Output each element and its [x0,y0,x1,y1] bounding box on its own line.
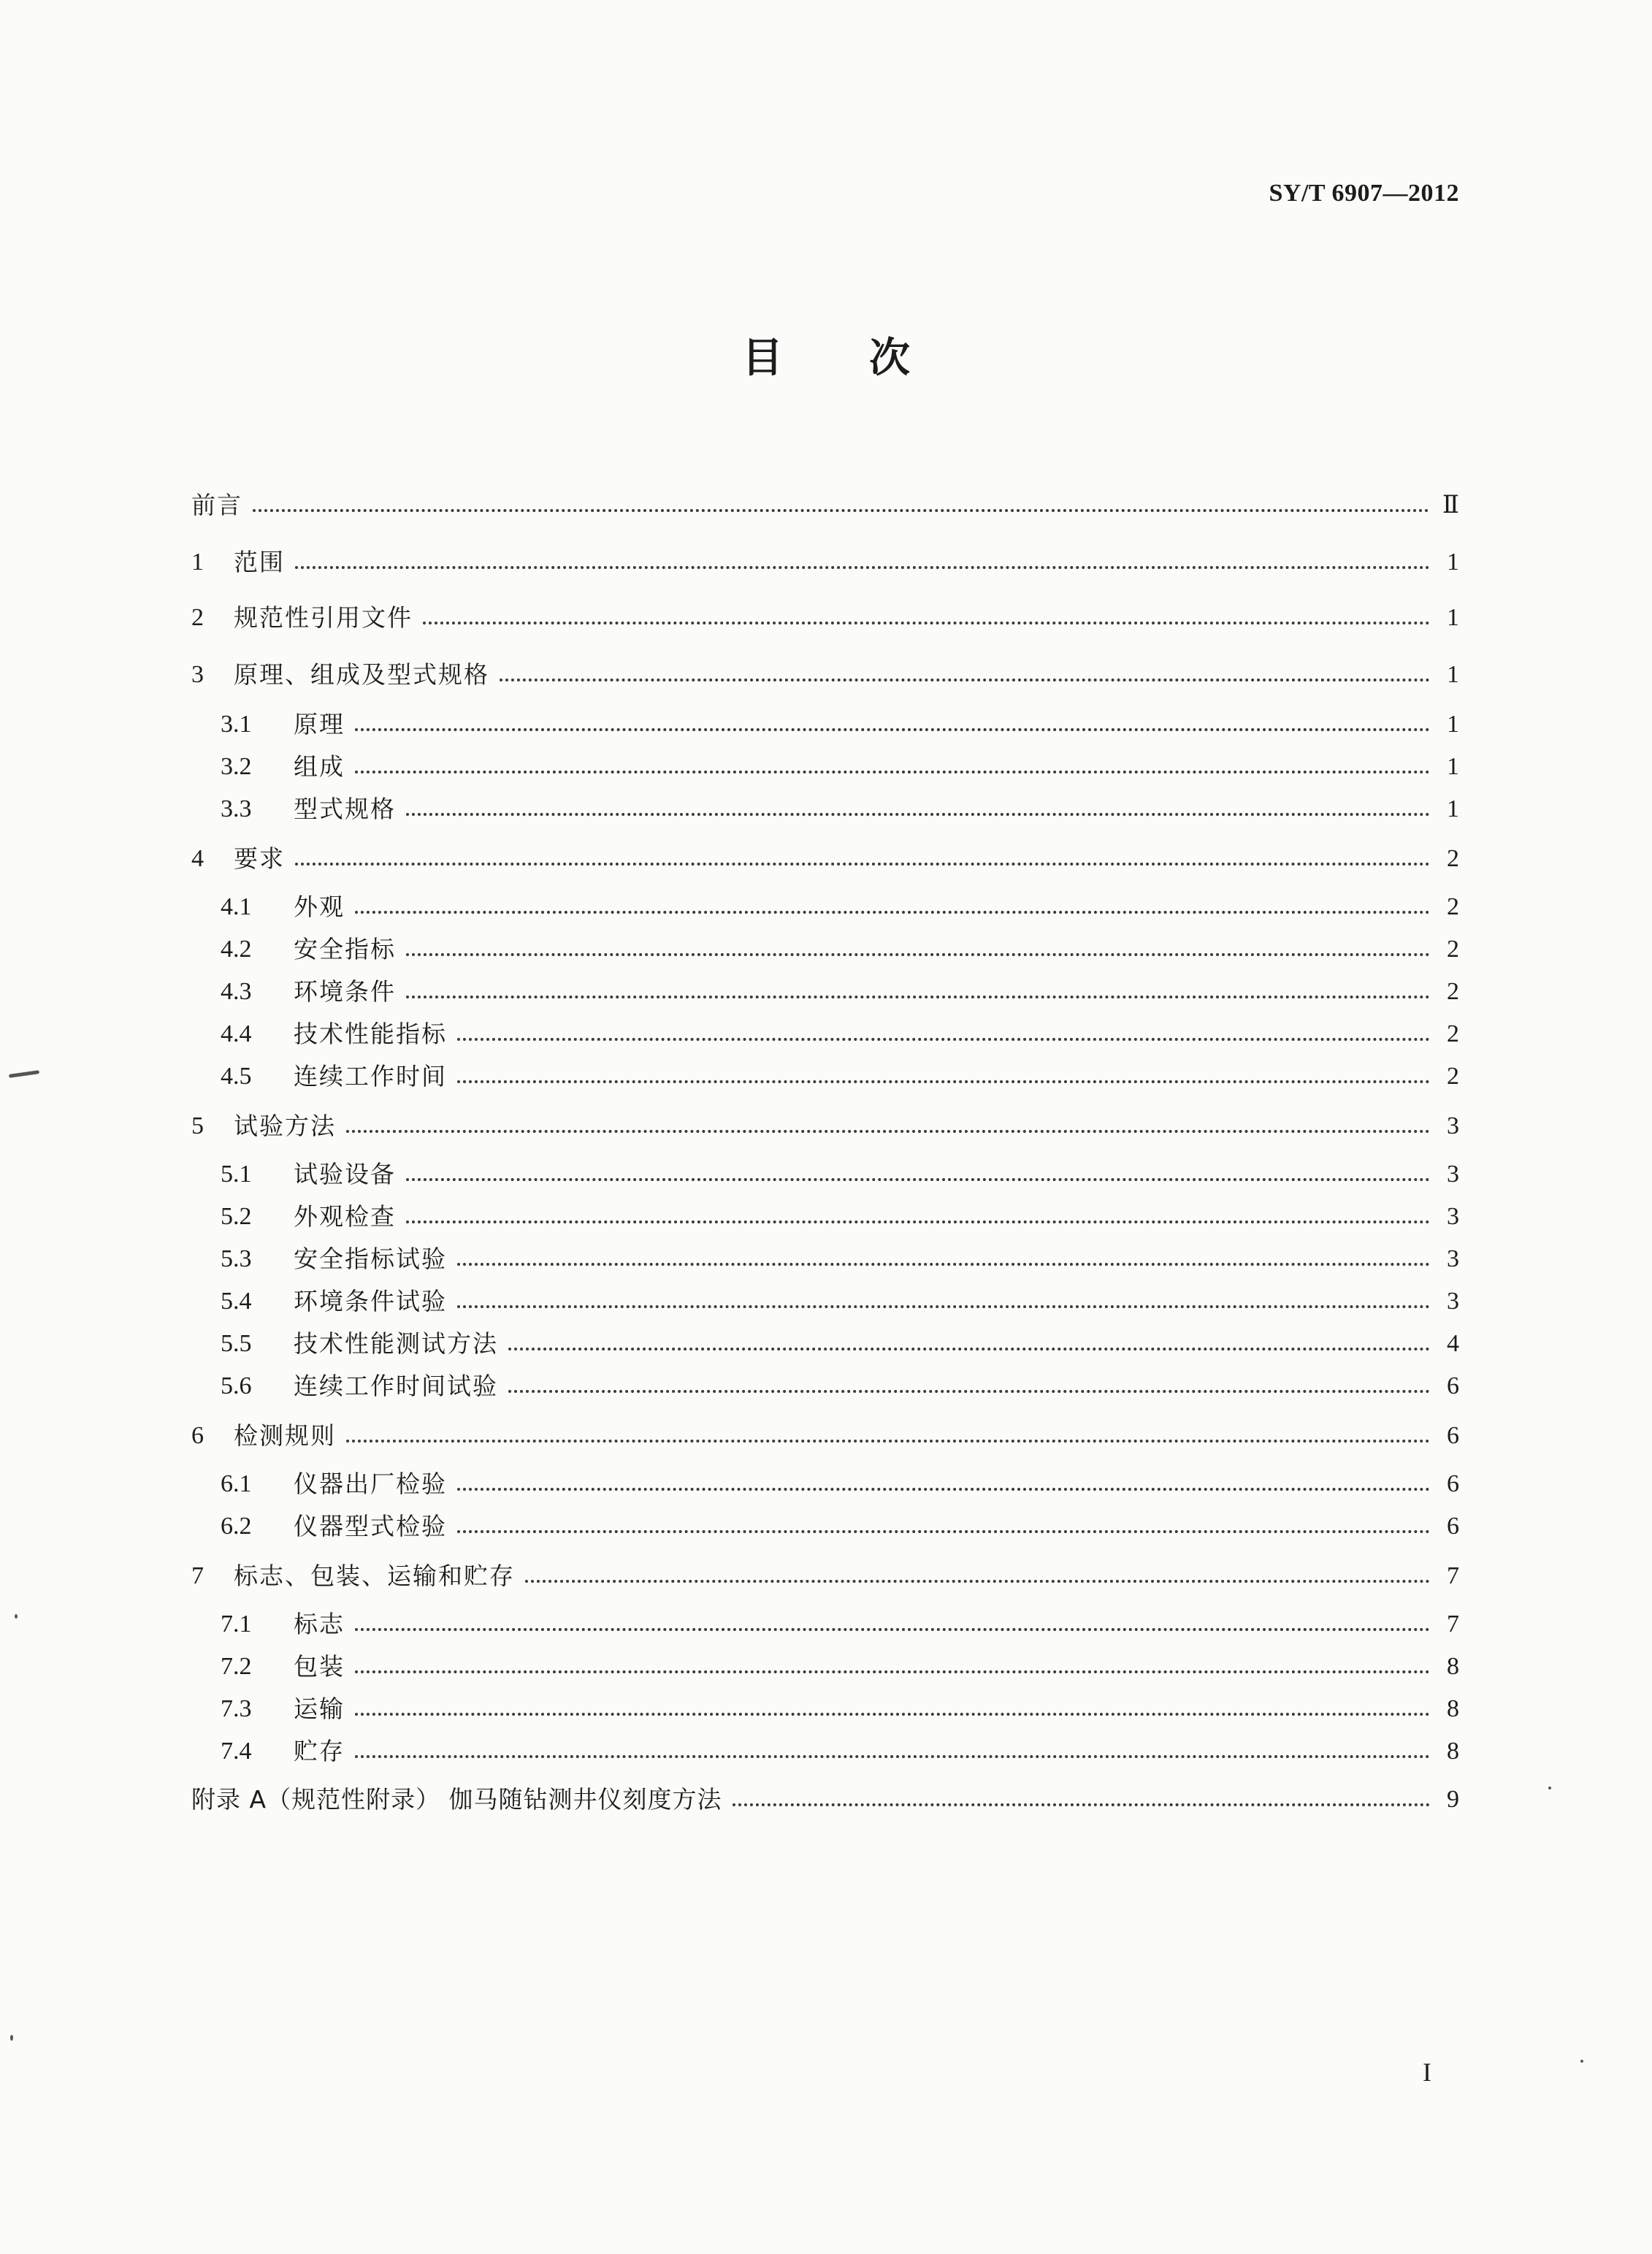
toc-entry-title: 组成 [294,752,345,781]
toc-entry[interactable] [221,792,1459,827]
toc-entry-page: 8 [1447,1695,1459,1722]
toc-entry[interactable] [221,1509,1459,1544]
toc-entry-number: 4.3 [221,978,252,1005]
toc-entry[interactable] [221,1692,1459,1727]
toc-entry[interactable] [221,974,1459,1009]
toc-entry-number: 7.3 [221,1695,252,1722]
toc-entry-title: 技术性能测试方法 [294,1329,498,1358]
toc-entry[interactable] [191,1559,1459,1594]
toc-dot-leader [733,1803,1430,1806]
toc-entry-title: 连续工作时间 [294,1062,447,1090]
toc-entry-page: 2 [1447,1020,1459,1047]
toc-entry-page: 2 [1447,893,1459,920]
toc-entry-title: 连续工作时间试验 [294,1372,498,1400]
toc-entry[interactable] [221,707,1459,742]
toc-entry-page: 6 [1447,1513,1459,1540]
toc-dot-leader [508,1390,1430,1393]
toc-dot-leader [355,771,1430,773]
toc-entry[interactable] [191,1782,1459,1817]
toc-entry-title: 安全指标试验 [294,1245,447,1273]
toc-dot-leader [525,1580,1430,1583]
scan-speck [1548,1787,1551,1789]
standard-code: SY/T 6907—2012 [1269,180,1459,207]
toc-entry-page: 1 [1447,753,1459,780]
toc-entry-title: 附录 A（规范性附录） 伽马随钻测井仪刻度方法 [191,1785,722,1814]
toc-entry[interactable] [221,1369,1459,1404]
toc-entry-title: 运输 [294,1695,345,1723]
toc-entry-page: 3 [1447,1203,1459,1230]
toc-entry-title: 检测规则 [234,1421,336,1450]
toc-entry-number: 3 [191,661,204,688]
toc-entry-number: 7 [191,1562,204,1589]
toc-entry[interactable] [191,1109,1459,1144]
toc-entry-page: 6 [1447,1470,1459,1497]
toc-entry-number: 4.2 [221,936,252,963]
toc-dot-leader [406,996,1430,998]
toc-entry[interactable] [191,488,1459,523]
toc-entry-page: 1 [1447,711,1459,738]
toc-dot-leader [355,911,1430,914]
toc-entry-title: 原理 [294,710,345,738]
toc-entry-number: 3.2 [221,753,252,780]
toc-entry-title: 技术性能指标 [294,1020,447,1048]
toc-entry-number: 2 [191,604,204,631]
toc-entry-number: 5.2 [221,1203,252,1230]
toc-entry-page: 2 [1447,978,1459,1005]
toc-entry-number: 6.2 [221,1513,252,1540]
toc-dot-leader [457,1488,1430,1491]
toc-entry-title: 外观检查 [294,1202,396,1231]
toc-entry-number: 1 [191,549,204,576]
toc-dot-leader [355,1670,1430,1673]
toc-entry[interactable] [221,1157,1459,1192]
toc-entry-page: 7 [1447,1611,1459,1638]
toc-dot-leader [346,1440,1430,1443]
toc-entry[interactable] [221,1326,1459,1361]
toc-entry-number: 7.1 [221,1611,252,1638]
toc-entry-title: 试验设备 [294,1160,396,1188]
toc-entry-page: 1 [1447,604,1459,631]
toc-entry-title: 环境条件 [294,977,396,1006]
toc-entry[interactable] [221,1199,1459,1234]
toc-entry-page: 1 [1447,661,1459,688]
toc-entry-page: 2 [1447,936,1459,963]
toc-entry[interactable] [221,1284,1459,1319]
toc-entry-page: 3 [1447,1245,1459,1272]
toc-entry-title: 要求 [234,844,285,873]
toc-entry-page: 6 [1447,1422,1459,1449]
toc-entry[interactable] [191,545,1459,580]
toc-entry-page: 1 [1447,549,1459,576]
toc-entry[interactable] [221,1467,1459,1502]
toc-entry-title: 贮存 [294,1737,345,1765]
toc-entry-page: 1 [1447,795,1459,822]
toc-entry-page: 9 [1447,1786,1459,1813]
toc-entry[interactable] [221,1649,1459,1684]
toc-entry-number: 4.4 [221,1020,252,1047]
toc-entry-title: 仪器型式检验 [294,1512,447,1540]
scan-speck [1580,2060,1583,2063]
toc-entry-page: 2 [1447,1063,1459,1090]
toc-dot-leader [406,1220,1430,1223]
toc-entry[interactable] [221,890,1459,925]
toc-entry[interactable] [221,1017,1459,1052]
toc-dot-leader [423,622,1430,624]
toc-entry-page: 7 [1447,1562,1459,1589]
scan-speck [9,1070,39,1078]
toc-entry-title: 标志、包装、运输和贮存 [234,1562,515,1590]
toc-entry[interactable] [191,841,1459,876]
toc-dot-leader [500,679,1430,681]
toc-entry-page: 6 [1447,1372,1459,1399]
scan-speck [15,1614,18,1619]
scan-speck [10,2035,13,2041]
toc-entry-title: 型式规格 [294,795,396,823]
toc-entry-page: 3 [1447,1161,1459,1188]
toc-dot-leader [457,1263,1430,1266]
toc-dot-leader [406,813,1430,816]
toc-entry-number: 3.3 [221,795,252,822]
toc-entry-title: 原理、组成及型式规格 [234,660,489,689]
toc-dot-leader [295,863,1430,866]
toc-entry[interactable] [221,1059,1459,1094]
toc-entry[interactable] [191,600,1459,635]
toc-entry-page: 8 [1447,1738,1459,1765]
toc-entry-number: 3.1 [221,711,252,738]
toc-entry-title: 环境条件试验 [294,1287,447,1315]
toc-entry-number: 5 [191,1112,204,1139]
toc-entry-page: 3 [1447,1112,1459,1139]
toc-dot-leader [346,1130,1430,1133]
toc-entry[interactable] [221,749,1459,784]
toc-dot-leader [355,728,1430,731]
toc-entry-number: 5.4 [221,1288,252,1315]
toc-entry-title: 仪器出厂检验 [294,1470,447,1498]
toc-entry[interactable] [221,1734,1459,1769]
toc-entry-title: 标志 [294,1610,345,1638]
toc-entry[interactable] [191,657,1459,692]
toc-dot-leader [355,1755,1430,1758]
toc-entry-title: 前言 [191,491,242,519]
toc-dot-leader [406,1178,1430,1181]
toc-dot-leader [508,1348,1430,1351]
toc-entry-page: 2 [1447,845,1459,872]
toc-entry-title: 包装 [294,1652,345,1681]
toc-dot-leader [355,1628,1430,1631]
toc-entry-number: 4 [191,845,204,872]
toc-dot-leader [457,1305,1430,1308]
toc-dot-leader [295,566,1430,569]
toc-entry-title: 试验方法 [234,1112,336,1140]
toc-entry-number: 5.1 [221,1161,252,1188]
toc-entry-page: 3 [1447,1288,1459,1315]
toc-entry-title: 规范性引用文件 [234,603,413,632]
toc-entry-page: 4 [1447,1330,1459,1357]
toc-title-char-1: 目 [742,335,783,382]
toc-entry-number: 5.6 [221,1372,252,1399]
toc-entry-title: 安全指标 [294,935,396,963]
toc-dot-leader [457,1530,1430,1533]
page-number: I [1423,2058,1431,2087]
toc-entry-page: Ⅱ [1442,492,1459,519]
toc-entry[interactable] [221,1242,1459,1277]
toc-entry[interactable] [191,1418,1459,1453]
toc-entry-number: 4.1 [221,893,252,920]
toc-entry-number: 5.3 [221,1245,252,1272]
toc-dot-leader [406,953,1430,956]
toc-entry-number: 7.2 [221,1653,252,1680]
toc-dot-leader [253,509,1429,512]
toc-entry-number: 5.5 [221,1330,252,1357]
toc-entry-title: 范围 [234,548,285,576]
toc-list [191,0,1459,2254]
toc-entry-number: 4.5 [221,1063,252,1090]
toc-entry-number: 6.1 [221,1470,252,1497]
toc-entry-page: 8 [1447,1653,1459,1680]
toc-entry-number: 6 [191,1422,204,1449]
toc-dot-leader [355,1713,1430,1716]
toc-title-char-2: 次 [869,335,910,382]
toc-entry-number: 7.4 [221,1738,252,1765]
toc-entry[interactable] [221,932,1459,967]
toc-dot-leader [457,1080,1430,1083]
toc-dot-leader [457,1038,1430,1041]
toc-entry-title: 外观 [294,893,345,921]
toc-entry[interactable] [221,1607,1459,1642]
